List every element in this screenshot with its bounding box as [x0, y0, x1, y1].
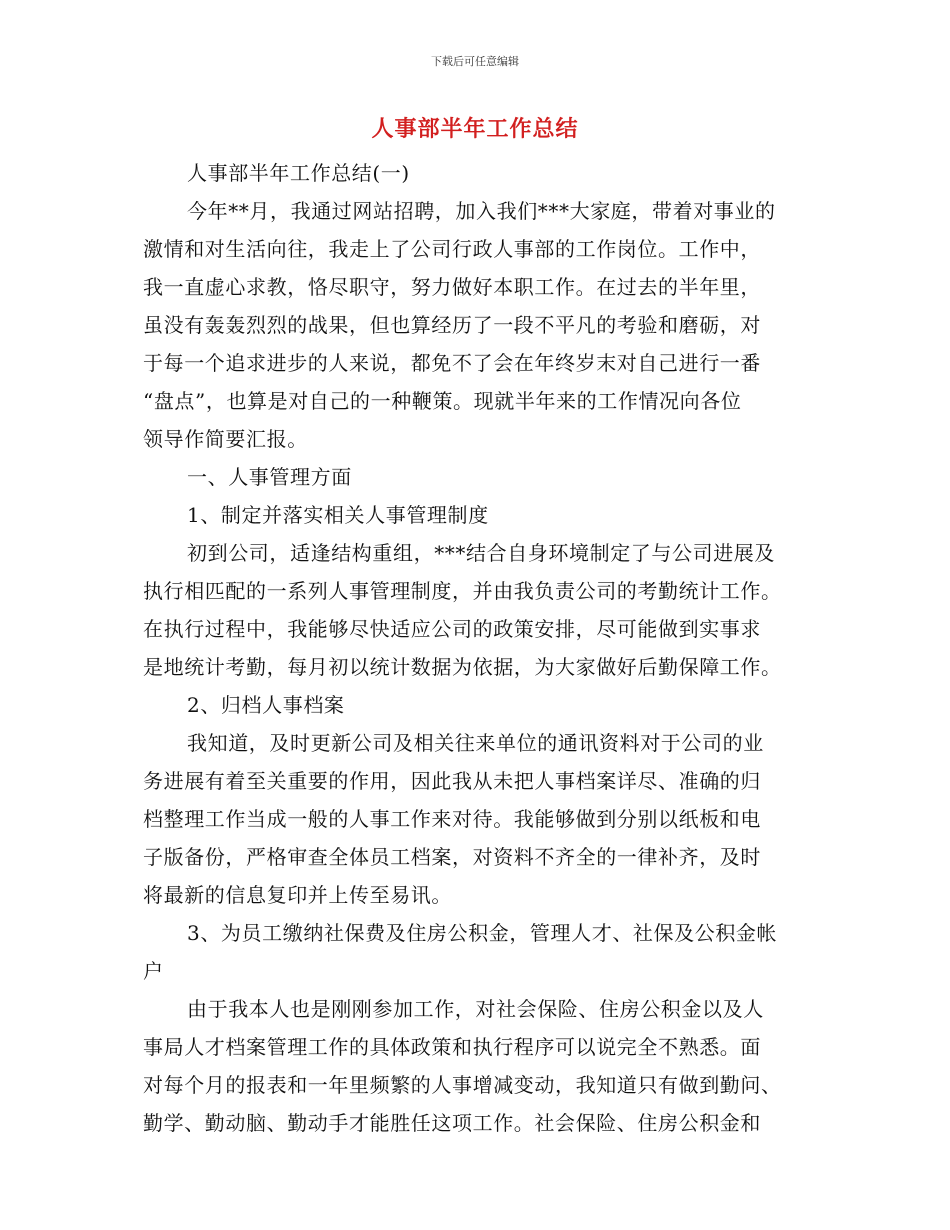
paragraph-line: 今年**月，我通过网站招聘，加入我们***大家庭，带着对事业的 [187, 199, 776, 223]
paragraph-line: 执行相匹配的一系列人事管理制度，并由我负责公司的考勤统计工作。 [143, 579, 782, 603]
paragraph-line: 子版备份，严格审查全体员工档案，对资料不齐全的一律补齐，及时 [143, 845, 761, 869]
paragraph-line: 事局人才档案管理工作的具体政策和执行程序可以说完全不熟悉。面 [143, 1035, 761, 1059]
subtitle-line: 人事部半年工作总结(一) [187, 161, 410, 185]
paragraph-line: 勤学、勤动脑、勤动手才能胜任这项工作。社会保险、住房公积金和 [143, 1111, 761, 1135]
paragraph-line: 档整理工作当成一般的人事工作来对待。我能够做到分别以纸板和电 [143, 807, 761, 831]
paragraph-line: 由于我本人也是刚刚参加工作，对社会保险、住房公积金以及人 [187, 997, 764, 1021]
subsection-heading: 户 [143, 959, 164, 983]
paragraph-line: 初到公司，适逢结构重组，***结合自身环境制定了与公司进展及 [187, 541, 775, 565]
section-heading: 一、人事管理方面 [187, 465, 352, 489]
paragraph-line: 我知道，及时更新公司及相关往来单位的通讯资料对于公司的业 [187, 731, 764, 755]
document-body [143, 154, 807, 1142]
header-note: 下载后可任意编辑 [431, 55, 519, 68]
paragraph-line: 激情和对生活向往，我走上了公司行政人事部的工作岗位。工作中， [143, 237, 761, 261]
subsection-heading: 2、归档人事档案 [187, 693, 345, 717]
subsection-heading: 1、制定并落实相关人事管理制度 [187, 503, 489, 527]
paragraph-line: 我一直虚心求教，恪尽职守，努力做好本职工作。在过去的半年里， [143, 275, 761, 299]
paragraph-line: 是地统计考勤，每月初以统计数据为依据，为大家做好后勤保障工作。 [143, 655, 782, 679]
paragraph-line: “盘点”，也算是对自己的一种鞭策。现就半年来的工作情况向各位 [143, 389, 742, 413]
document-title: 人事部半年工作总结 [371, 117, 579, 142]
subsection-heading: 3、为员工缴纳社保费及住房公积金，管理人才、社保及公积金帐 [187, 921, 778, 945]
paragraph-line: 虽没有轰轰烈烈的战果，但也算经历了一段不平凡的考验和磨砺，对 [143, 313, 761, 337]
paragraph-line: 务进展有着至关重要的作用，因此我从未把人事档案详尽、准确的归 [143, 769, 761, 793]
paragraph-line: 于每一个追求进步的人来说，都免不了会在年终岁末对自己进行一番 [143, 351, 761, 375]
paragraph-line: 在执行过程中，我能够尽快适应公司的政策安排，尽可能做到实事求 [143, 617, 761, 641]
paragraph-line: 对每个月的报表和一年里频繁的人事增减变动，我知道只有做到勤问、 [143, 1073, 782, 1097]
paragraph-line: 领导作简要汇报。 [143, 427, 308, 451]
paragraph-line: 将最新的信息复印并上传至易讯。 [143, 883, 452, 907]
